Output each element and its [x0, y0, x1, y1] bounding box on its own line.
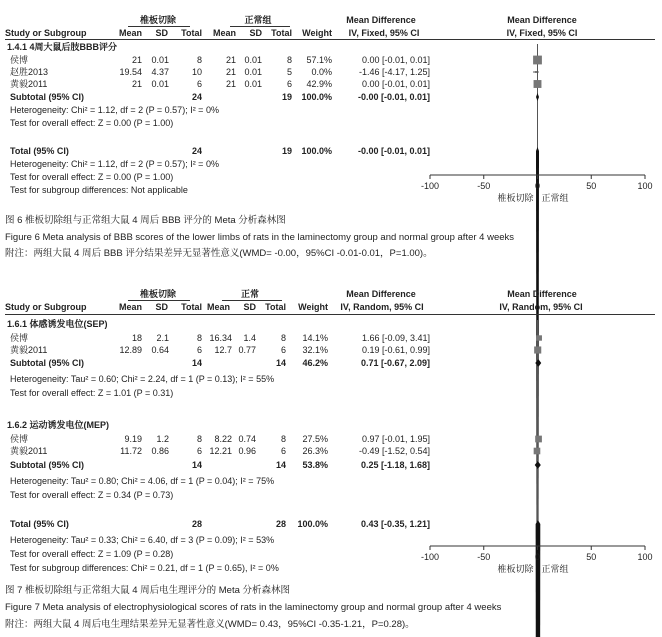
sd2: 0.01: [244, 67, 262, 77]
sd1: 0.01: [151, 55, 169, 65]
mean1: 12.89: [119, 345, 142, 355]
x-tick-label: 0: [534, 181, 541, 191]
subgroup-title: 1.6.1 体感诱发电位(SEP): [7, 319, 108, 329]
study-marker: [533, 56, 542, 65]
heterogeneity: Heterogeneity: Chi² = 1.12, df = 2 (P = 0.57); I² = 0%: [10, 105, 219, 115]
subtotal-diamond: [535, 359, 541, 367]
subgroup-title: 1.6.2 运动诱发电位(MEP): [7, 420, 110, 430]
mean2: 21: [225, 67, 236, 77]
group2-header: 正常组: [244, 15, 272, 25]
study-col-header: Study or Subgroup: [5, 302, 87, 312]
study-marker: [534, 448, 541, 455]
study-marker: [535, 71, 537, 73]
sd1: 0.01: [151, 79, 169, 89]
total1: 6: [196, 446, 202, 456]
total-label: Total (95% CI): [10, 146, 69, 156]
subtotal-n2: 19: [281, 92, 292, 102]
caption-cn: 图 6 椎板切除组与正常组大鼠 4 周后 BBB 评分的 Meta 分析森林图: [5, 215, 286, 226]
weight: 32.1%: [302, 345, 328, 355]
ci: 0.00 [-0.01, 0.01]: [361, 79, 430, 89]
subgroup-differences: Test for subgroup differences: Not applicable: [10, 185, 188, 195]
mean2: 12.21: [209, 446, 232, 456]
caption-note: 附注：两组大鼠 4 周后电生理结果差异无显著性意义(WMD= 0.43，95%CI -0.35-1.21，P=0.28)。: [5, 619, 415, 630]
x-tick-label: -50: [477, 181, 491, 191]
forest-plot-6: [420, 40, 660, 210]
study-name: 黄毅2011: [10, 79, 48, 89]
sd2: 1.4: [243, 333, 256, 343]
study-name: 侯博: [10, 55, 29, 65]
caption-cn: 图 7 椎板切除组与正常组大鼠 4 周后电生理评分的 Meta 分析森林图: [5, 585, 291, 596]
md-header: Mean Difference: [346, 15, 416, 25]
mean2: 21: [225, 55, 236, 65]
subtotal-ci: -0.00 [-0.01, 0.01]: [357, 92, 430, 102]
study-marker: [535, 436, 542, 443]
weight: 14.1%: [302, 333, 328, 343]
total2-header: Total: [271, 28, 292, 38]
study-marker: [534, 80, 542, 88]
weight: 27.5%: [302, 434, 328, 444]
subgroup-title: 1.4.1 4周大鼠后肢BBB评分: [7, 42, 118, 52]
heterogeneity: Heterogeneity: Tau² = 0.80; Chi² = 4.06, df = 1 (P = 0.04); I² = 75%: [10, 476, 275, 486]
total-weight: 100.0%: [301, 146, 332, 156]
subtotal-label: Subtotal (95% CI): [10, 92, 85, 102]
group1-header: 椎板切除: [139, 289, 176, 299]
total2: 5: [286, 67, 292, 77]
subtotal-n1: 14: [191, 358, 202, 368]
sd2: 0.74: [238, 434, 256, 444]
ci: 1.66 [-0.09, 3.41]: [361, 333, 430, 343]
mean1: 18: [131, 333, 142, 343]
mean1: 21: [131, 79, 142, 89]
subtotal-weight: 53.8%: [302, 460, 328, 470]
weight: 57.1%: [306, 55, 332, 65]
total-label: Total (95% CI): [10, 519, 69, 529]
study-name: 侯博: [10, 333, 29, 343]
overall-effect: Test for overall effect: Z = 0.00 (P = 1.00): [10, 118, 174, 128]
total1: 8: [196, 333, 202, 343]
weight: 26.3%: [302, 446, 328, 456]
mean1: 21: [131, 55, 142, 65]
subtotal-diamond: [535, 461, 541, 469]
subtotal-n2: 14: [275, 358, 286, 368]
heterogeneity: Heterogeneity: Chi² = 1.12, df = 2 (P = 0.57); I² = 0%: [10, 159, 219, 169]
sd2: 0.77: [238, 345, 256, 355]
sd2-header: SD: [249, 28, 262, 38]
total-weight: 100.0%: [297, 519, 328, 529]
forest-plot-7: [420, 316, 660, 578]
caption-en: Figure 7 Meta analysis of electrophysiological scores of rats in the laminectomy group and normal group after 4 weeks: [5, 602, 502, 613]
subtotal-n2: 14: [275, 460, 286, 470]
sd1: 0.86: [151, 446, 169, 456]
total-n2: 28: [275, 519, 286, 529]
sd1: 0.64: [151, 345, 169, 355]
total2: 6: [286, 79, 292, 89]
total-n2: 19: [281, 146, 292, 156]
caption-note: 附注：两组大鼠 4 周后 BBB 评分结果差异无显著性意义(WMD= -0.00，95%CI -0.01-0.01，P=1.00)。: [5, 248, 433, 259]
heterogeneity: Heterogeneity: Tau² = 0.33; Chi² = 6.40, df = 3 (P = 0.09); I² = 53%: [10, 535, 275, 545]
overall-effect: Test for overall effect: Z = 1.01 (P = 0.31): [10, 388, 174, 398]
md-plot-header: Mean Difference: [507, 289, 577, 299]
total1: 8: [196, 434, 202, 444]
md-plot-header: Mean Difference: [507, 15, 577, 25]
sd1-header: SD: [155, 302, 168, 312]
x-tick-label: -100: [420, 181, 440, 191]
ci: -0.49 [-1.52, 0.54]: [358, 446, 430, 456]
x-tick-label: 50: [586, 552, 597, 562]
mean1: 11.72: [120, 446, 142, 456]
favours-right-label: 正常组: [541, 565, 569, 575]
study-name: 赵胜2013: [10, 67, 49, 77]
overall-effect: Test for overall effect: Z = 1.09 (P = 0.28): [10, 549, 174, 559]
mean2-header: Mean: [212, 28, 236, 38]
overall-effect: Test for overall effect: Z = 0.34 (P = 0.73): [10, 490, 174, 500]
favours-left-label: 椎板切除: [497, 565, 534, 575]
subgroup-differences: Test for subgroup differences: Chi² = 0.21, df = 1 (P = 0.65), I² = 0%: [10, 563, 279, 573]
mean1: 9.19: [124, 434, 142, 444]
x-tick-label: 0: [534, 552, 541, 562]
mean2: 21: [225, 79, 236, 89]
weight-header: Weight: [302, 28, 332, 38]
total-diamond: [536, 520, 541, 637]
overall-effect: Test for overall effect: Z = 0.00 (P = 1.00): [10, 172, 174, 182]
subtotal-label: Subtotal (95% CI): [10, 358, 85, 368]
sd2: 0.01: [244, 55, 262, 65]
total1: 6: [196, 345, 202, 355]
sd2-header: SD: [243, 302, 256, 312]
subtotal-label: Subtotal (95% CI): [10, 460, 85, 470]
total2: 8: [286, 55, 292, 65]
mean1: 19.54: [119, 67, 142, 77]
total1: 6: [196, 79, 202, 89]
weight: 0.0%: [311, 67, 332, 77]
study-marker: [537, 335, 542, 340]
total2-header: Total: [265, 302, 286, 312]
ci: 0.19 [-0.61, 0.99]: [361, 345, 430, 355]
sd1-header: SD: [155, 28, 168, 38]
method-plot-header: IV, Fixed, 95% CI: [506, 28, 578, 38]
method-header: IV, Random, 95% CI: [340, 302, 424, 312]
x-tick-label: 100: [637, 552, 653, 562]
total2: 8: [280, 333, 286, 343]
group2-header: 正常: [240, 289, 259, 299]
total1-header: Total: [181, 302, 202, 312]
ci: 0.97 [-0.01, 1.95]: [361, 434, 430, 444]
ci: 0.00 [-0.01, 0.01]: [361, 55, 430, 65]
sd2: 0.96: [238, 446, 256, 456]
weight: 42.9%: [306, 79, 332, 89]
md-header: Mean Difference: [346, 289, 416, 299]
favours-left-label: 椎板切除: [497, 194, 534, 204]
sd1: 4.37: [151, 67, 169, 77]
mean2: 16.34: [209, 333, 232, 343]
total-n1: 24: [191, 146, 202, 156]
mean2: 8.22: [214, 434, 232, 444]
mean1-header: Mean: [118, 28, 142, 38]
total2: 6: [280, 446, 286, 456]
method-header: IV, Fixed, 95% CI: [348, 28, 420, 38]
subtotal-ci: 0.25 [-1.18, 1.68]: [360, 460, 430, 470]
mean2: 12.7: [214, 345, 232, 355]
study-name: 黄毅2011: [10, 345, 48, 355]
heterogeneity: Heterogeneity: Tau² = 0.60; Chi² = 2.24, df = 1 (P = 0.13); I² = 55%: [10, 374, 275, 384]
sd1: 2.1: [156, 333, 169, 343]
favours-right-label: 正常组: [541, 194, 569, 204]
method-plot-header: IV, Random, 95% CI: [499, 302, 583, 312]
subtotal-weight: 46.2%: [302, 358, 328, 368]
total1-header: Total: [181, 28, 202, 38]
group1-header: 椎板切除: [139, 15, 176, 25]
total-ci: -0.00 [-0.01, 0.01]: [357, 146, 430, 156]
subtotal-ci: 0.71 [-0.67, 2.09]: [360, 358, 430, 368]
total2: 8: [280, 434, 286, 444]
weight-header: Weight: [298, 302, 328, 312]
mean2-header: Mean: [206, 302, 230, 312]
x-tick-label: -50: [477, 552, 491, 562]
study-name: 黄毅2011: [10, 446, 48, 456]
x-tick-label: 100: [637, 181, 653, 191]
study-col-header: Study or Subgroup: [5, 28, 87, 38]
ci: -1.46 [-4.17, 1.25]: [358, 67, 430, 77]
study-marker: [534, 346, 541, 353]
total2: 6: [280, 345, 286, 355]
subtotal-n1: 24: [191, 92, 202, 102]
caption-en: Figure 6 Meta analysis of BBB scores of the lower limbs of rats in the laminectomy group and normal group after 4 weeks: [5, 232, 515, 243]
sd2: 0.01: [244, 79, 262, 89]
x-tick-label: -100: [420, 552, 440, 562]
study-name: 侯博: [10, 434, 29, 444]
mean1-header: Mean: [118, 302, 142, 312]
x-tick-label: 50: [586, 181, 597, 191]
total1: 10: [191, 67, 202, 77]
subtotal-diamond: [536, 93, 539, 101]
subtotal-weight: 100.0%: [301, 92, 332, 102]
sd1: 1.2: [156, 434, 169, 444]
total-ci: 0.43 [-0.35, 1.21]: [360, 519, 430, 529]
total-n1: 28: [191, 519, 202, 529]
subtotal-n1: 14: [191, 460, 202, 470]
total1: 8: [196, 55, 202, 65]
